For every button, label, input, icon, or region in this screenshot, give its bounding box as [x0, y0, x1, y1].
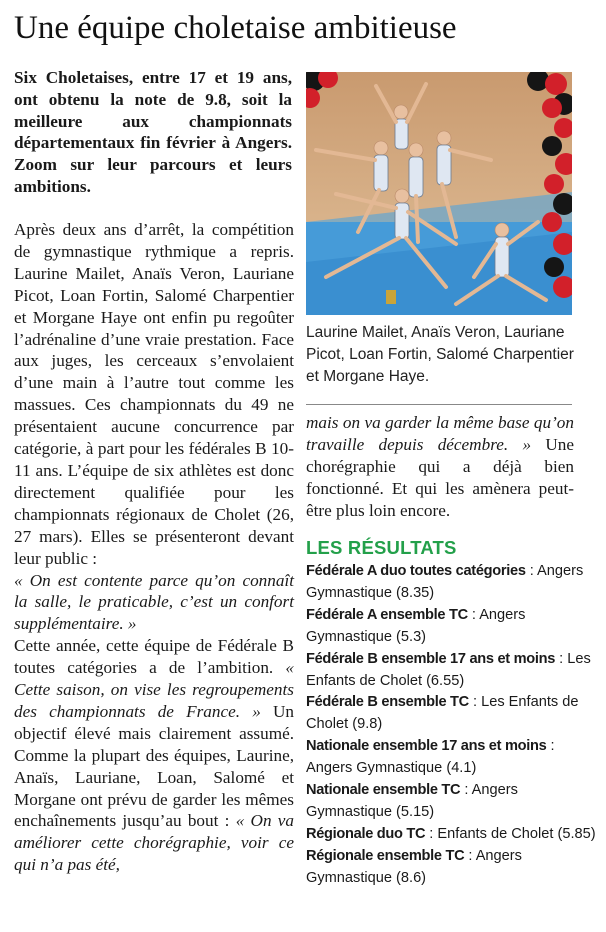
- body-paragraph-1: [14, 219, 294, 635]
- result-item: Fédérale A ensemble TC : Angers Gymnastique (5.3): [306, 606, 526, 645]
- results-heading: LES RÉSULTATS: [306, 537, 457, 558]
- result-value: Les Enfants de Cholet (6.55): [306, 650, 591, 689]
- body-quote: « On va améliorer cette chorégraphie, voir ce qui n’a pas été,: [14, 811, 295, 875]
- result-item: Nationale ensemble TC : Angers Gymnastique (5.15): [306, 782, 518, 820]
- result-value: Angers Gymnastique (4.1): [306, 760, 477, 777]
- body-text: Un objectif élevé mais clairement assumé. Comme la plupart des équipes, Laurine, Anaïs, Lauriane, Loan, Salomé et Morgane ont prévu de garder les mêmes enchaînements jusqu’au bout :: [14, 701, 295, 831]
- result-value: Les Enfants de Cholet (9.8): [306, 694, 579, 733]
- column-divider: [306, 404, 572, 405]
- result-item: Fédérale A duo toutes catégories : Angers Gymnastique (8.35): [306, 563, 584, 601]
- body-text: Une chorégraphie qui a déjà bien fonctionné. Et qui les amènera peut-être plus loin encore.: [306, 434, 574, 520]
- article-body-left: [14, 219, 294, 876]
- result-category: Fédérale A ensemble TC: [306, 606, 468, 623]
- result-value: Angers Gymnastique (5.3): [306, 606, 526, 645]
- team-photo-illustration: [306, 72, 572, 315]
- body-text: Après deux ans d’arrêt, la compétition de gymnastique rythmique a repris. Laurine Mailet, Anaïs Veron, Lauriane Picot, Loan Fortin, Salomé Charpentier et Morgane Haye ont enfin pu regoûter l’adrénaline d’une vraie prestation. Face aux juges, les cerceaux s’envolaient d’une main à l’autre tout comme les massues. Ces championnats du 49 ne présentaient aucune concurrence par catégorie, à part pour les fédérales B 10-11 ans. L’équipe de six athlètes est donc directement qualifiée pour les championnats régionaux de Cholet (26, 27 mars). Elles se présenteront devant leur public :: [14, 220, 294, 568]
- result-item: Nationale ensemble 17 ans et moins : Angers Gymnastique (4.1): [306, 738, 555, 777]
- result-category: Nationale ensemble 17 ans et moins: [306, 738, 547, 755]
- result-category: Régionale ensemble TC: [306, 847, 465, 864]
- result-category: Nationale ensemble TC: [306, 782, 461, 799]
- result-value: Enfants de Cholet (5.85): [437, 825, 596, 842]
- result-category: Fédérale B ensemble TC: [306, 694, 469, 711]
- result-item: Fédérale B ensemble TC : Les Enfants de Cholet (9.8): [306, 694, 579, 733]
- result-item: Fédérale B ensemble 17 ans et moins : Les Enfants de Cholet (6.55): [306, 650, 591, 689]
- result-item: Régionale ensemble TC : Angers Gymnastique (8.6): [306, 847, 522, 886]
- photo-caption: Laurine Mailet, Anaïs Veron, Lauriane Picot, Loan Fortin, Salomé Charpentier et Morgane Haye.: [306, 324, 574, 385]
- body-text: Cette année, cette équipe de Fédérale B toutes catégories a de l’ambition.: [14, 636, 294, 678]
- result-value: Angers Gymnastique (8.6): [306, 847, 522, 886]
- article-body-right: [306, 412, 574, 522]
- body-paragraph-2: [14, 635, 294, 876]
- results-list: [306, 561, 596, 890]
- result-item: Régionale duo TC : Enfants de Cholet (5.85): [306, 825, 596, 842]
- body-quote: « On est contente parce qu’on connaît la salle, le praticable, c’est un confort supplémentaire. »: [14, 570, 294, 634]
- team-photo: [306, 72, 572, 315]
- article-headline: Une équipe choletaise ambitieuse: [14, 10, 457, 46]
- result-category: Fédérale A duo toutes catégories: [306, 563, 526, 579]
- article-lead: Six Choletaises, entre 17 et 19 ans, ont obtenu la note de 9.8, soit la meilleure aux championnats départementaux fin février à Angers. Zoom sur leur parcours et leurs ambitions.: [14, 68, 292, 196]
- body-paragraph-3: [306, 412, 574, 522]
- body-quote: mais on va garder la même base qu’on travaille depuis décembre. »: [306, 413, 574, 454]
- body-quote: « Cette saison, on vise les regroupements des championnats de France. »: [14, 658, 294, 721]
- result-category: Régionale duo TC: [306, 825, 426, 842]
- result-value: Angers Gymnastique (8.35): [306, 563, 584, 601]
- result-category: Fédérale B ensemble 17 ans et moins: [306, 650, 556, 667]
- result-value: Angers Gymnastique (5.15): [306, 782, 518, 820]
